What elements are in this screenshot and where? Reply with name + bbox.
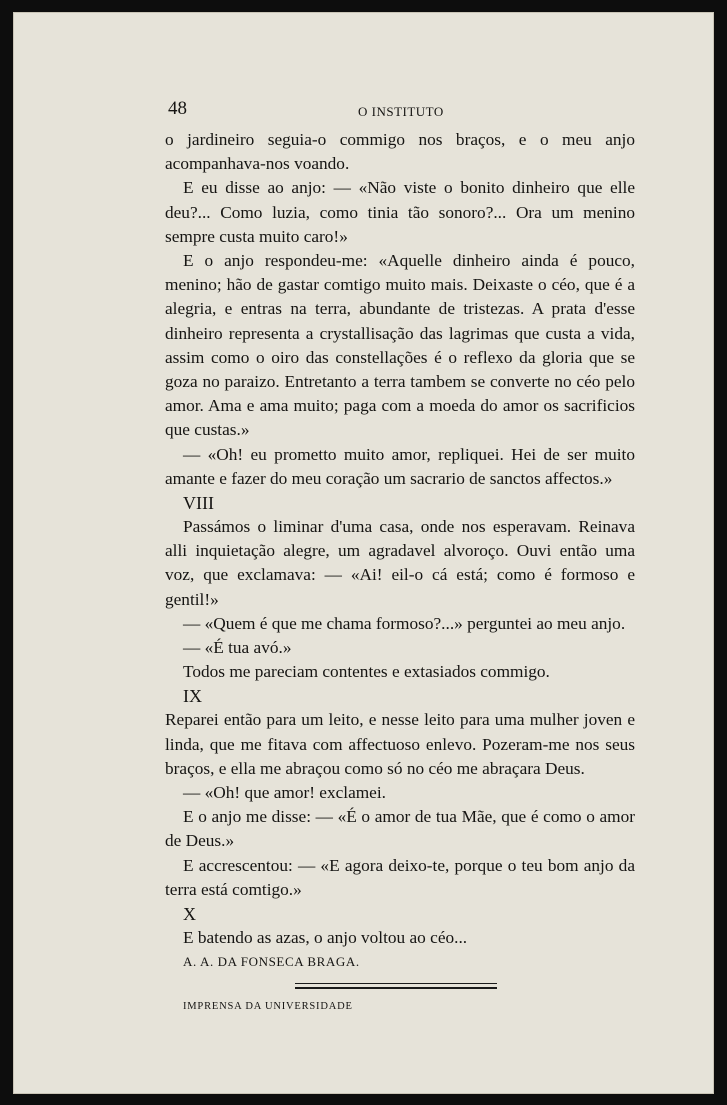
printer-imprint: IMPRENSA DA UNIVERSIDADE [183, 1000, 353, 1012]
rule-line [295, 987, 497, 989]
paragraph: — «Quem é que me chama formoso?...» perguntei ao meu anjo. [183, 613, 626, 633]
section-heading-x: X [183, 904, 196, 925]
paragraph: E eu disse ao anjo: — «Não viste o bonito dinheiro que elle deu?... Como luzia, como tinia tão sonoro?... Ora um menino sempre custa muito caro!» [165, 178, 635, 246]
paragraph: Todos me pareciam contentes e extasiados commigo. [183, 662, 550, 682]
page-header [168, 98, 638, 124]
double-rule [165, 981, 635, 995]
paragraph: — «É tua avó.» [183, 638, 292, 658]
section-heading-ix: IX [183, 686, 202, 707]
paragraph: Passámos o liminar d'uma casa, onde nos esperavam. Reinava alli inquietação alegre, um agradavel alvoroço. Ouvi então uma voz, que exclamava: — «Ai! eil-o cá está; como é formoso e gentil!» [165, 517, 635, 609]
author-signature: A. A. DA FONSECA BRAGA. [183, 954, 360, 970]
paragraph: E o anjo me disse: — «É o amor de tua Mãe, que é como o amor de Deus.» [165, 807, 635, 851]
section-heading-viii: VIII [183, 493, 214, 514]
article-body [165, 128, 635, 1019]
paragraph: Reparei então para um leito, e nesse leito para uma mulher joven e linda, que me fitava com affectuoso enlevo. Pozeram-me nos seus braços, e ella me abraçou como só no céo me abraçara Deus. [165, 710, 635, 778]
paragraph: E o anjo respondeu-me: «Aquelle dinheiro ainda é pouco, menino; hão de gastar comtigo muito mais. Deixaste o céo, que é a alegria, e entras na terra, abundante de tristezas. A prata d'esse dinheiro representa a crystallisação das lagrimas que custa a vida, assim como o oiro das constellações é o reflexo da gloria que se goza no paraizo. Entretanto a terra tambem se converte no céo pelo amor. Ama e ama muito; paga com a moeda do amor os sacrificios que custas.» [165, 251, 635, 440]
paragraph: — «Oh! eu prometto muito amor, repliquei. Hei de ser muito amante e fazer do meu coração um sacrario de sanctos affectos.» [165, 444, 635, 488]
paragraph: — «Oh! que amor! exclamei. [183, 783, 386, 803]
rule-line [295, 983, 497, 984]
paragraph: E batendo as azas, o anjo voltou ao céo... [183, 928, 468, 948]
page-number: 48 [168, 98, 187, 119]
paragraph: o jardineiro seguia-o commigo nos braços, e o meu anjo acompanhava-nos voando. [165, 130, 635, 174]
paragraph: E accrescentou: — «E agora deixo-te, porque o teu bom anjo da terra está comtigo.» [165, 855, 635, 899]
running-head: O INSTITUTO [358, 104, 444, 119]
